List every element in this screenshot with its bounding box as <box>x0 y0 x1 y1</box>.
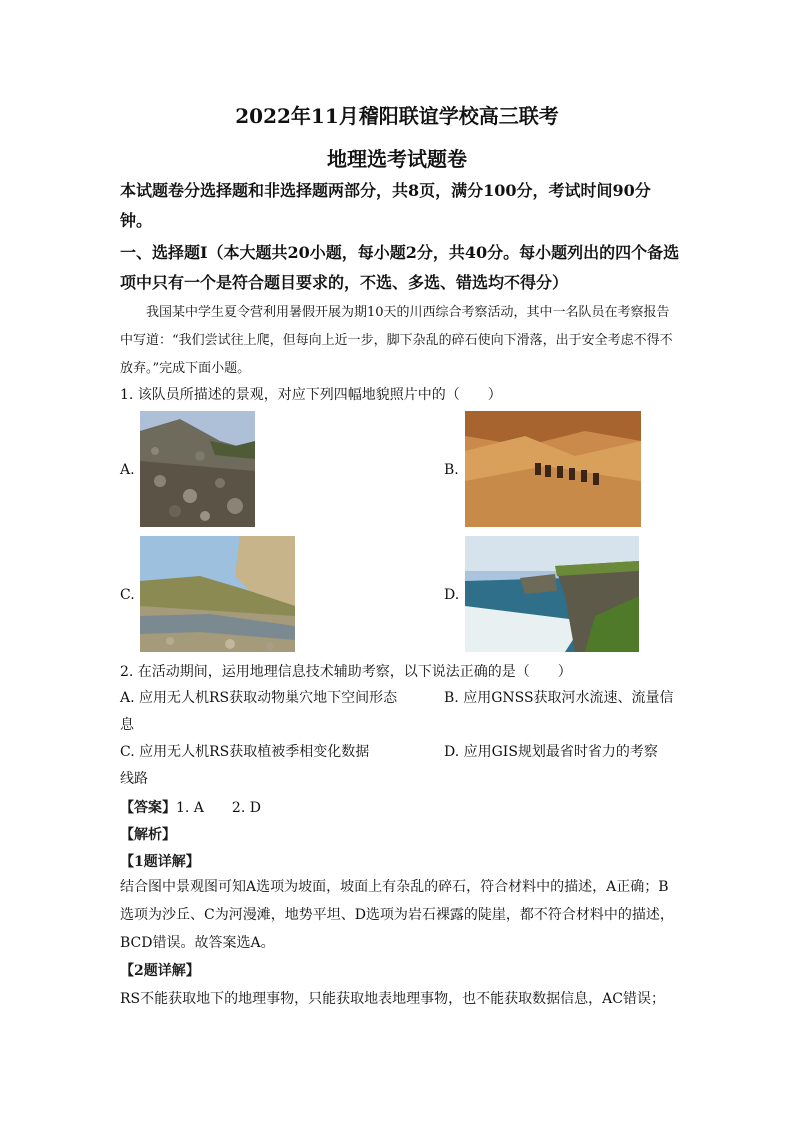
photo-river-floodplain <box>140 536 295 652</box>
option-label-a: A. <box>120 462 135 478</box>
answer-line <box>120 797 261 817</box>
answer-tag: 【答案】 <box>120 800 176 816</box>
q1-explanation: 结合图中景观图可知A选项为坡面，坡面上有杂乱的碎石，符合材料中的描述，A正确；B选项为沙丘、C为河漫滩，地势平坦、D选项为岩石裸露的陡崖，都不符合材料中的描述，BCD错误。故答案选A。 <box>120 879 674 951</box>
q2-detail-tag: 【2题详解】 <box>120 963 200 979</box>
q2-option-d-cont: 线路 <box>120 771 148 787</box>
option-label-c: C. <box>120 587 135 603</box>
q2-option-a: A. 应用无人机RS获取动物巢穴地下空间形态 <box>120 690 398 706</box>
question-2: 2. 在活动期间，运用地理信息技术辅助考察，以下说法正确的是（ ） <box>120 664 572 680</box>
q2-option-b: B. 应用GNSS获取河水流速、流量信 <box>444 690 674 706</box>
option-label-b: B. <box>444 462 459 478</box>
q2-explanation: RS不能获取地下的地理事物，只能获取地表地理事物，也不能获取数据信息，AC错误； <box>120 991 665 1007</box>
exam-instructions: 本试题卷分选择题和非选择题两部分，共8页，满分100分，考试时间90分钟。 <box>120 181 651 230</box>
q1-detail-tag: 【1题详解】 <box>120 854 200 870</box>
q2-option-c: C. 应用无人机RS获取植被季相变化数据 <box>120 744 370 760</box>
option-label-d: D. <box>444 587 460 603</box>
question-1: 1. 该队员所描述的景观，对应下列四幅地貌照片中的（ ） <box>120 387 502 403</box>
exam-title: 2022年11月稽阳联谊学校高三联考 <box>235 104 559 128</box>
photo-rocky-slope <box>140 411 255 527</box>
section-heading: 一、选择题Ⅰ（本大题共20小题，每小题2分，共40分。每小题列出的四个备选项中只有一个是符合题目要求的，不选、多选、错选均不得分） <box>120 243 680 292</box>
answer-values: 1. A 2. D <box>176 800 261 816</box>
photo-desert-camels <box>465 411 641 527</box>
photo-sea-cliff <box>465 536 639 652</box>
q2-option-d: D. 应用GIS规划最省时省力的考察 <box>444 744 658 760</box>
passage-text: 我国某中学生夏令营利用暑假开展为期10天的川西综合考察活动，其中一名队员在考察报告中写道：“我们尝试往上爬，但每向上近一步，脚下杂乱的碎石使向下滑落，出于安全考虑不得不放弃。”完成下面小题。 <box>120 305 673 376</box>
exam-subtitle: 地理选考试题卷 <box>327 147 467 171</box>
analysis-tag: 【解析】 <box>120 827 176 843</box>
q2-option-b-cont: 息 <box>120 717 134 733</box>
